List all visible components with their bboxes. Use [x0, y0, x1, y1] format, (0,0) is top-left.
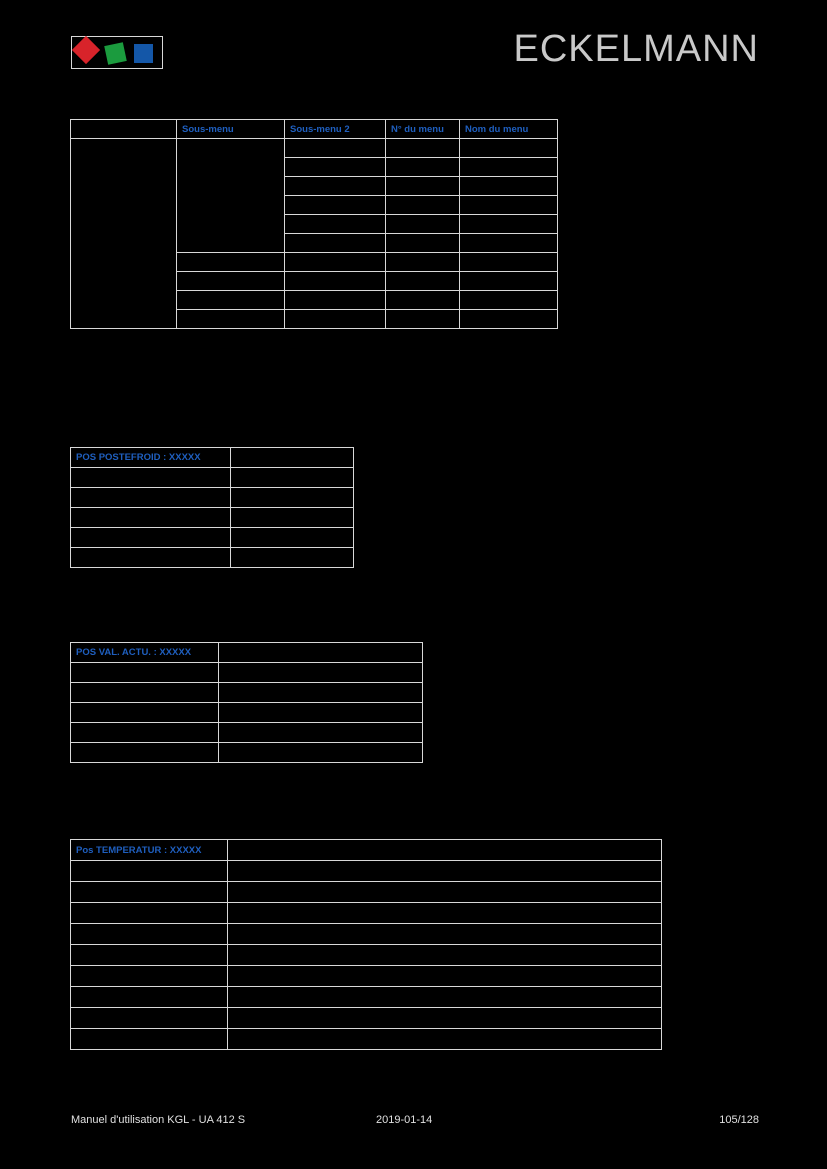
column-header-sous-menu-2: Sous-menu 2 [285, 120, 386, 139]
table-cell [71, 468, 231, 488]
table-cell [460, 215, 558, 234]
brand-title: ECKELMANN [513, 28, 759, 70]
table-cell [71, 945, 228, 966]
table-cell [71, 987, 228, 1008]
table-cell [460, 139, 558, 158]
table-cell [228, 882, 662, 903]
table-cell [228, 924, 662, 945]
table-row [71, 945, 662, 966]
column-header-blank [71, 120, 177, 139]
table-cell [177, 253, 285, 272]
table-cell [460, 291, 558, 310]
table-cell [219, 703, 423, 723]
table-cell [71, 703, 219, 723]
table-row [71, 488, 354, 508]
postefroid-table [70, 447, 354, 568]
table-row [71, 508, 354, 528]
table-cell [285, 234, 386, 253]
table-cell [71, 528, 231, 548]
valactu-title: POS VAL. ACTU. : XXXXX [71, 643, 219, 663]
table-cell [177, 291, 285, 310]
column-header-numero-menu: N° du menu [386, 120, 460, 139]
table-cell [386, 272, 460, 291]
table-cell [386, 196, 460, 215]
table-row [71, 987, 662, 1008]
table-cell [71, 924, 228, 945]
table-cell [177, 272, 285, 291]
table-row [71, 966, 662, 987]
table-header-row [71, 643, 423, 663]
table-cell [460, 196, 558, 215]
table-cell [285, 177, 386, 196]
column-header-nom-menu: Nom du menu [460, 120, 558, 139]
table-row [71, 861, 662, 882]
table-cell [460, 158, 558, 177]
footer-document-title: Manuel d'utilisation KGL - UA 412 S [71, 1114, 246, 1126]
table-cell [71, 743, 219, 763]
table-cell [71, 663, 219, 683]
table-row [71, 139, 558, 158]
table-cell [71, 508, 231, 528]
table-cell [228, 903, 662, 924]
table-header-row [71, 120, 558, 139]
postefroid-title: POS POSTEFROID : XXXXX [71, 448, 231, 468]
table-cell [71, 903, 228, 924]
table-row [71, 924, 662, 945]
table-row [71, 743, 423, 763]
logo-green-square-icon [104, 42, 127, 65]
table-cell [71, 861, 228, 882]
page-header [0, 28, 827, 98]
table-cell [228, 966, 662, 987]
table-cell [386, 158, 460, 177]
table-cell [219, 643, 423, 663]
table-row [71, 548, 354, 568]
table-cell [460, 253, 558, 272]
table-cell [285, 253, 386, 272]
cell-group-main [71, 139, 177, 329]
table-cell [231, 448, 354, 468]
table-cell [285, 310, 386, 329]
table-header-row [71, 840, 662, 861]
menu-structure-table [70, 119, 558, 329]
table-cell [285, 272, 386, 291]
table-row [71, 468, 354, 488]
table-cell [71, 882, 228, 903]
table-row [71, 1029, 662, 1050]
cell-group-sub [177, 139, 285, 253]
table-cell [71, 683, 219, 703]
table-cell [71, 1008, 228, 1029]
temperatur-table [70, 839, 662, 1050]
table-cell [231, 528, 354, 548]
page-footer [0, 1108, 827, 1138]
table-cell [228, 987, 662, 1008]
table-cell [231, 548, 354, 568]
logo-diamond-icon [72, 36, 100, 64]
table-cell [228, 1029, 662, 1050]
table-cell [71, 723, 219, 743]
table-cell [285, 139, 386, 158]
table-row [71, 1008, 662, 1029]
valactu-table [70, 642, 423, 763]
footer-date: 2019-01-14 [376, 1114, 433, 1126]
table-cell [285, 158, 386, 177]
table-cell [386, 310, 460, 329]
table-cell [71, 1029, 228, 1050]
table-cell [177, 310, 285, 329]
table-cell [386, 253, 460, 272]
table-cell [460, 272, 558, 291]
table-cell [231, 488, 354, 508]
table-cell [219, 743, 423, 763]
table-cell [386, 215, 460, 234]
table-cell [460, 177, 558, 196]
table-cell [71, 488, 231, 508]
table-cell [285, 196, 386, 215]
table-row [71, 723, 423, 743]
table-row [71, 528, 354, 548]
table-row [71, 882, 662, 903]
table-cell [219, 683, 423, 703]
table-cell [71, 966, 228, 987]
logo-blue-square-icon [134, 44, 153, 63]
table-cell [460, 310, 558, 329]
table-cell [386, 234, 460, 253]
footer-page-number: 105/128 [719, 1114, 759, 1126]
table-cell [71, 548, 231, 568]
table-cell [228, 945, 662, 966]
table-cell [231, 468, 354, 488]
table-cell [219, 663, 423, 683]
table-row [71, 703, 423, 723]
table-cell [285, 291, 386, 310]
column-header-sous-menu: Sous-menu [177, 120, 285, 139]
table-cell [228, 840, 662, 861]
table-cell [219, 723, 423, 743]
table-cell [460, 234, 558, 253]
table-cell [231, 508, 354, 528]
table-row [71, 663, 423, 683]
table-cell [386, 177, 460, 196]
table-header-row [71, 448, 354, 468]
eckelmann-logo-icon [71, 36, 163, 69]
table-cell [285, 215, 386, 234]
table-cell [228, 861, 662, 882]
table-cell [228, 1008, 662, 1029]
table-cell [386, 139, 460, 158]
table-row [71, 903, 662, 924]
table-cell [386, 291, 460, 310]
temperatur-title: Pos TEMPERATUR : XXXXX [71, 840, 228, 861]
table-row [71, 683, 423, 703]
